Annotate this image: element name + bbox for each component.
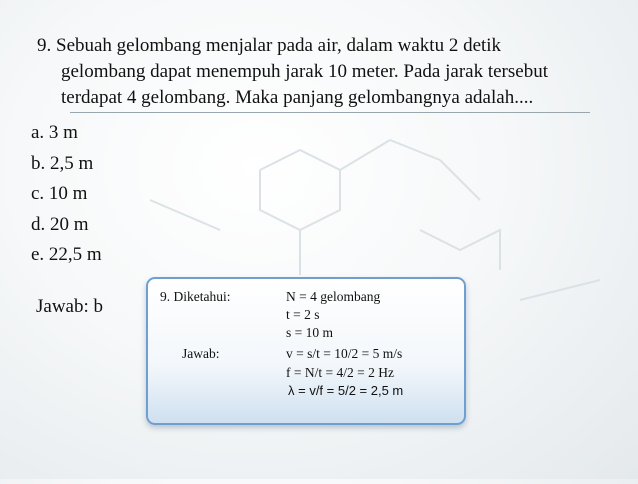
known-value-s: s = 10 m <box>286 325 333 340</box>
option-d: d. 20 m <box>31 213 89 235</box>
known-label: 9. Diketahui: <box>160 289 231 304</box>
option-b: b. 2,5 m <box>31 152 94 174</box>
answer-label: Jawab: b <box>36 296 104 317</box>
solution-box <box>146 277 466 425</box>
option-a: a. 3 m <box>31 122 78 143</box>
question-line-3: terdapat 4 gelombang. Maka panjang gelombangnya adalah.... <box>61 87 534 108</box>
step-frequency: f = N/t = 4/2 = 2 Hz <box>286 365 394 380</box>
divider-line <box>70 112 590 113</box>
known-value-t: t = 2 s <box>286 307 320 322</box>
option-c: c. 10 m <box>31 183 88 204</box>
question-text <box>37 33 607 111</box>
solution-answer-heading: Jawab: <box>182 346 220 361</box>
known-value-n: N = 4 gelombang <box>286 289 381 304</box>
step-wavelength: λ = v/f = 5/2 = 2,5 m <box>288 383 404 398</box>
option-e: e. 22,5 m <box>31 244 102 265</box>
question-line-1: 9. Sebuah gelombang menjalar pada air, dalam waktu 2 detik <box>37 35 502 56</box>
step-velocity: v = s/t = 10/2 = 5 m/s <box>286 346 403 361</box>
question-line-2: gelombang dapat menempuh jarak 10 meter. Pada jarak tersebut <box>61 61 548 82</box>
answer-options <box>31 118 102 271</box>
